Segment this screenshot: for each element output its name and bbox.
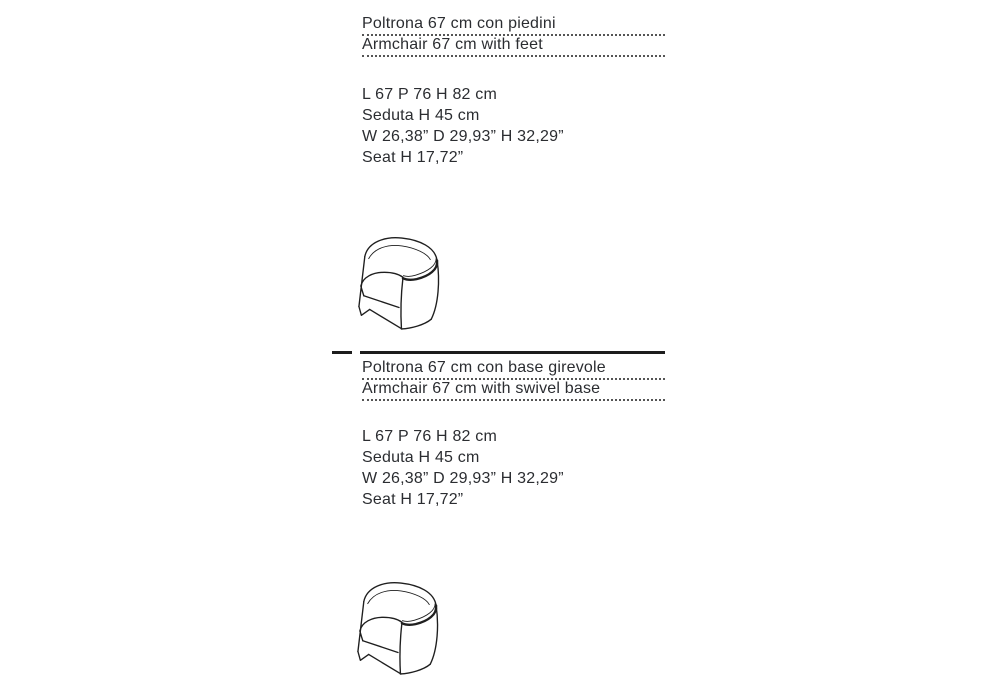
section-2-specs: [362, 426, 682, 510]
section-1-title-block: [362, 15, 665, 57]
section-2-title-italian: Poltrona 67 cm con base girevole: [362, 359, 665, 380]
armchair-with-swivel-base-line-drawing: [355, 581, 441, 679]
section-divider-dash: [332, 351, 352, 354]
spec-seat-height-inches: Seat H 17,72”: [362, 491, 464, 508]
section-2-title-english: Armchair 67 cm with swivel base: [362, 380, 665, 401]
section-1-title-italian: Poltrona 67 cm con piedini: [362, 15, 665, 36]
spec-dimensions-cm: L 67 P 76 H 82 cm: [362, 86, 498, 103]
spec-dimensions-inches: W 26,38” D 29,93” H 32,29”: [362, 470, 564, 487]
section-2-title-block: [362, 359, 665, 401]
spec-dimensions-inches: W 26,38” D 29,93” H 32,29”: [362, 128, 564, 145]
section-1-specs: [362, 84, 682, 168]
armchair-with-feet-line-drawing: [356, 236, 442, 334]
armchair-isometric-icon: [355, 581, 441, 679]
section-divider-rule: [360, 351, 665, 354]
section-1-title-english: Armchair 67 cm with feet: [362, 36, 665, 57]
spec-seat-height-inches: Seat H 17,72”: [362, 149, 464, 166]
armchair-isometric-icon: [356, 236, 442, 334]
spec-dimensions-cm: L 67 P 76 H 82 cm: [362, 428, 498, 445]
spec-seat-height-cm: Seduta H 45 cm: [362, 107, 480, 124]
spec-seat-height-cm: Seduta H 45 cm: [362, 449, 480, 466]
